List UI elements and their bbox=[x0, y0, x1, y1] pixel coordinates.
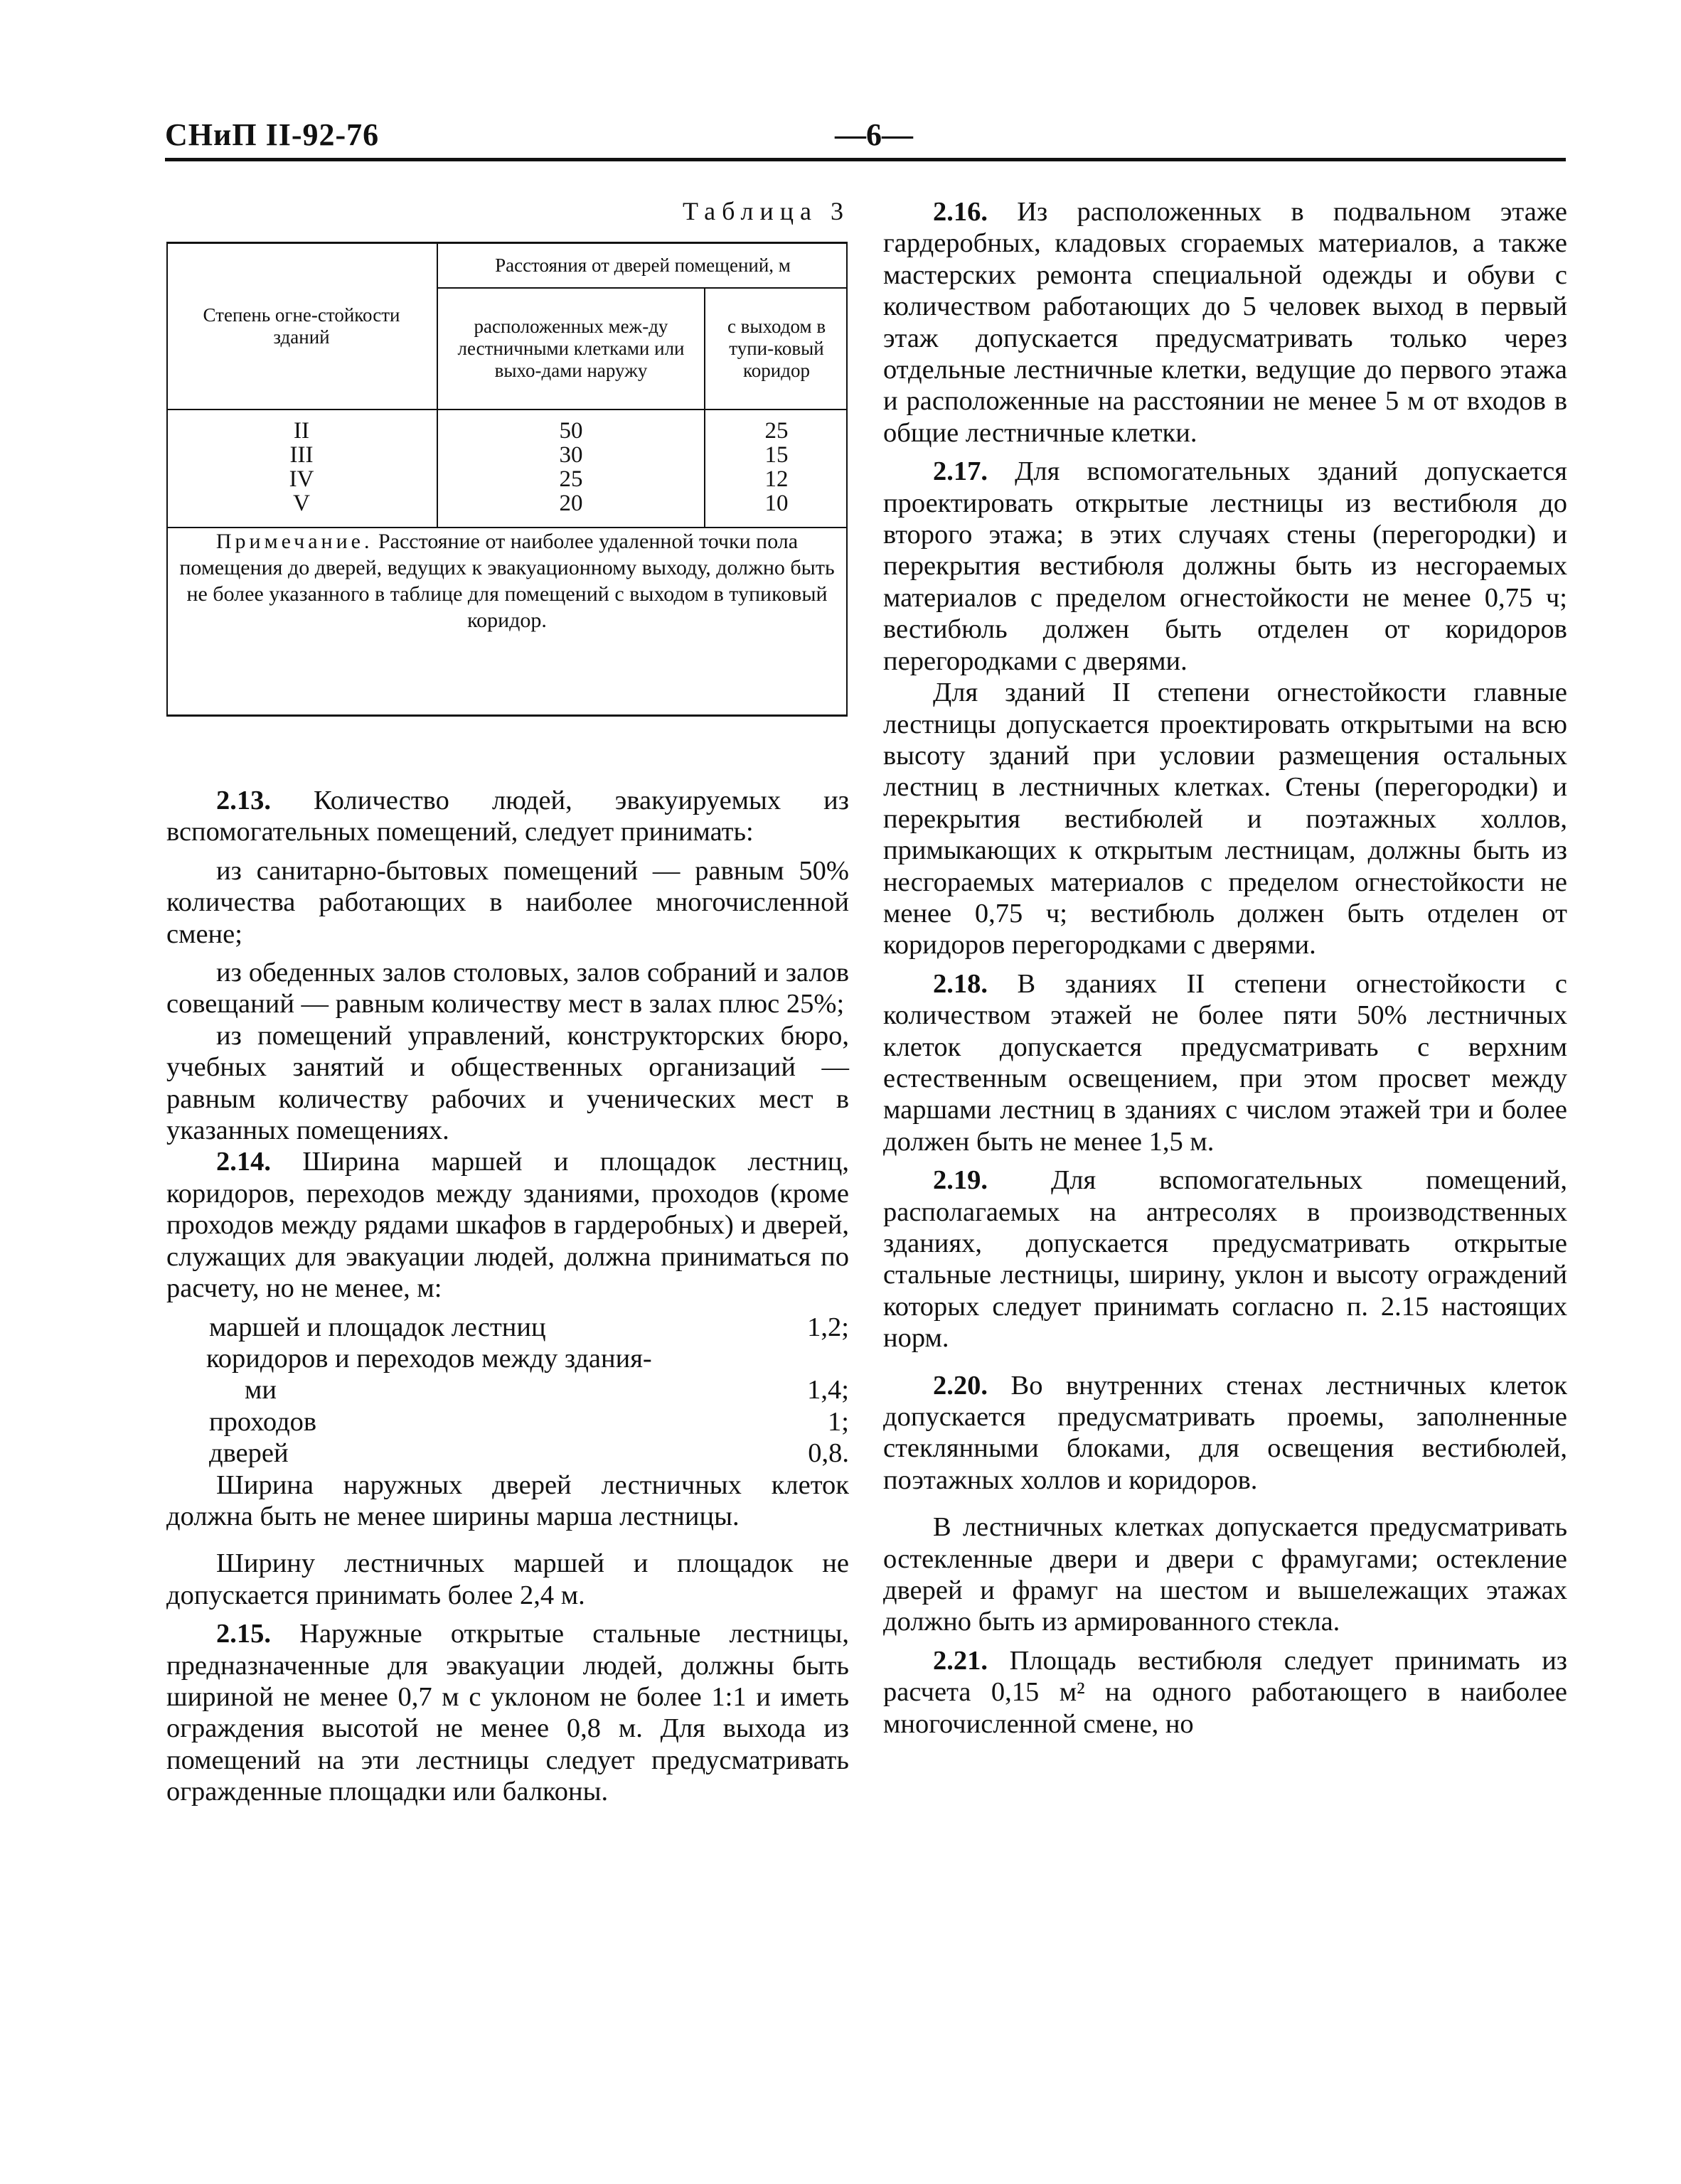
clause-number: 2.16. bbox=[933, 197, 988, 227]
list-item bbox=[166, 1406, 849, 1438]
right-column bbox=[883, 196, 1567, 1740]
paragraph-2-14 bbox=[166, 1146, 849, 1304]
table-row: II bbox=[294, 418, 309, 444]
paragraph-text: Для вспомогательных помещений, располагаемых на антресолях в производственных зданиях, допускается предусматривать открытые стальные лестницы, ширину, уклон и высоту ограждений которых следует принимать согласно п. 2.15 настоящих норм. bbox=[883, 1165, 1567, 1354]
table-cell-degrees bbox=[166, 410, 437, 528]
paragraph-text: Наружные открытые стальные лестницы, предназначенные для эвакуации людей, должны быть шириной не менее 0,7 м с уклоном не более 1:1 и иметь ограждения высотой не менее 0,8 м. Для выхода из помещений на эти лестницы следует предусматривать огражденные площадки или балконы. bbox=[166, 1619, 849, 1807]
paragraph-2-21 bbox=[883, 1645, 1567, 1740]
table-note-text: Расстояние от наиболее удаленной точки пола помещения до дверей, ведущих к эвакуационному выходу, должно быть не более указанного в таблице для помещений с выходом в тупиковый коридор. bbox=[179, 530, 835, 632]
paragraph-text: Для вспомогательных зданий допускается проектировать открытые лестницы из вестибюля до второго этажа; в этих случаях стены (перегородки) и перекрытия вестибюля должны быть из несгораемых материалов с пределом огнестойкости не менее 0,75 ч; вестибюль должен быть отделен от коридоров перегородками с дверями. bbox=[883, 456, 1568, 676]
paragraph-2-13-a: из санитарно-бытовых помещений — равным 50% количества работающих в наиболее многочисленной смене; bbox=[166, 855, 849, 949]
table-row: 25 bbox=[764, 418, 789, 444]
paragraph-2-17 bbox=[883, 456, 1567, 677]
table-cell-distances-b bbox=[705, 410, 848, 528]
paragraph-2-16 bbox=[883, 196, 1567, 449]
table-row: 10 bbox=[764, 491, 789, 516]
left-column bbox=[166, 785, 849, 1808]
paragraph-2-20 bbox=[883, 1370, 1567, 1497]
list-item bbox=[166, 1343, 849, 1374]
clause-number: 2.21. bbox=[933, 1645, 988, 1676]
paragraph-text: Площадь вестибюля следует принимать из расчета 0,15 м² на одного работающего в наиболее многочисленной смене, но bbox=[883, 1645, 1568, 1739]
clause-number: 2.17. bbox=[933, 456, 988, 487]
list-item-label: ми bbox=[245, 1375, 277, 1406]
paragraph-2-18 bbox=[883, 968, 1567, 1157]
paragraph-2-14-c: Ширину лестничных маршей и площадок не допускается принимать более 2,4 м. bbox=[166, 1548, 849, 1610]
table-header-between-stairs: расположенных меж-ду лестничными клетками или выхо-дами наружу bbox=[437, 288, 705, 410]
clause-number: 2.15. bbox=[216, 1619, 271, 1649]
list-item-value: 1,4; bbox=[807, 1375, 849, 1406]
list-item bbox=[166, 1438, 849, 1469]
list-item-value: 0,8. bbox=[808, 1438, 849, 1469]
table-header-degree: Степень огне-стойкости зданий bbox=[166, 243, 437, 410]
table-header-group: Расстояния от дверей помещений, м bbox=[437, 243, 848, 288]
paragraph-2-19 bbox=[883, 1165, 1567, 1354]
paragraph-2-13 bbox=[166, 785, 849, 848]
paragraph-text: В зданиях II степени огнестойкости с количеством этажей не более пяти 50% лестничных клеток допускается предусматривать с верхним естественным освещением, при этом просвет между маршами лестниц в зданиях с числом этажей три и более должен быть не менее 1,5 м. bbox=[883, 968, 1567, 1157]
paragraph-2-13-c: из помещений управлений, конструкторских бюро, учебных занятий и общественных организаций — равным количеству рабочих и ученических мест в указанных помещениях. bbox=[166, 1020, 849, 1146]
page-number: —6— bbox=[835, 117, 913, 152]
list-item-value: 1,2; bbox=[807, 1312, 849, 1342]
paragraph-2-17-b: Для зданий II степени огнестойкости главные лестницы допускается проектировать открытыми на всю высоту зданий при условии размещения остальных лестниц в лестничных клетках. Стены (перегородки) и перекрытия вестибюлей и поэтажных холлов, примыкающих к открытым лестницам, должны быть из несгораемых материалов с пределом огнестойкости не менее 0,75 ч; вестибюль должен быть отделен от коридоров перегородками с дверями. bbox=[883, 678, 1567, 960]
list-item-label: коридоров и переходов между здания- bbox=[206, 1343, 652, 1374]
width-list bbox=[166, 1312, 849, 1470]
table-row: 15 bbox=[764, 442, 789, 468]
table-row: V bbox=[293, 491, 310, 516]
paragraph-text: Во внутренних стенах лестничных клеток допускается предусматривать проемы, заполненные стеклянными блоками, для освещения вестибюлей, поэтажных холлов и коридоров. bbox=[883, 1370, 1567, 1495]
clause-number: 2.19. bbox=[933, 1165, 988, 1196]
table-row: 12 bbox=[764, 466, 789, 492]
clause-number: 2.18. bbox=[933, 968, 988, 999]
table-row: 20 bbox=[559, 491, 583, 516]
table-3 bbox=[166, 242, 848, 633]
list-item-label: маршей и площадок лестниц bbox=[209, 1312, 546, 1342]
list-item-label: дверей bbox=[209, 1438, 289, 1469]
clause-number: 2.20. bbox=[933, 1370, 988, 1401]
table-row: IV bbox=[289, 466, 314, 492]
paragraph-2-20-b: В лестничных клетках допускается предусматривать остекленные двери и двери с фрамугами; остекление дверей и фрамуг на шестом и вышележащих этажах должно быть из армированного стекла. bbox=[883, 1512, 1567, 1637]
table-row: 25 bbox=[559, 466, 583, 492]
paragraph-2-14-b: Ширина наружных дверей лестничных клеток должна быть не менее ширины марша лестницы. bbox=[166, 1470, 849, 1531]
paragraph-text: Из расположенных в подвальном этаже гардеробных, кладовых сгораемых материалов, а также мастерских ремонта специальной одежды и обуви с количеством работающих до 5 человек выход в первый этаж допускается предусматривать только через отдельные лестничные клетки, ведущие до первого этажа и расположенные на расстоянии не менее 5 м от входов в общие лестничные клетки. bbox=[883, 197, 1567, 448]
table-cell-distances-a bbox=[437, 410, 705, 528]
table-caption: Таблица 3 bbox=[683, 197, 850, 225]
clause-number: 2.14. bbox=[216, 1147, 271, 1177]
header-rule bbox=[165, 158, 1566, 161]
table-note-label: Примечание. bbox=[215, 530, 373, 553]
table-note bbox=[166, 528, 848, 633]
paragraph-text: Ширина маршей и площадок лестниц, коридоров, переходов между зданиями, проходов (кроме проходов между рядами шкафов в гардеробных) и дверей, служащих для эвакуации людей, должна приниматься по расчету, но не менее, м: bbox=[166, 1147, 849, 1304]
document-code: СНиП II-92-76 bbox=[165, 117, 380, 152]
paragraph-2-15 bbox=[166, 1618, 849, 1807]
list-item-label: проходов bbox=[209, 1406, 317, 1437]
list-item bbox=[166, 1312, 849, 1343]
clause-number: 2.13. bbox=[216, 786, 271, 815]
list-item-value: 1; bbox=[828, 1406, 849, 1437]
paragraph-text: Количество людей, эвакуируемых из вспомогательных помещений, следует принимать: bbox=[166, 786, 849, 847]
paragraph-2-13-b: из обеденных залов столовых, залов собраний и залов совещаний — равным количеству мест в залах плюс 25%; bbox=[166, 958, 849, 1019]
table-header-dead-end: с выходом в тупи-ковый коридор bbox=[705, 288, 848, 410]
table-row: 50 bbox=[559, 418, 583, 444]
list-item bbox=[166, 1374, 849, 1406]
table-row: III bbox=[289, 442, 314, 468]
table-row: 30 bbox=[559, 442, 583, 468]
